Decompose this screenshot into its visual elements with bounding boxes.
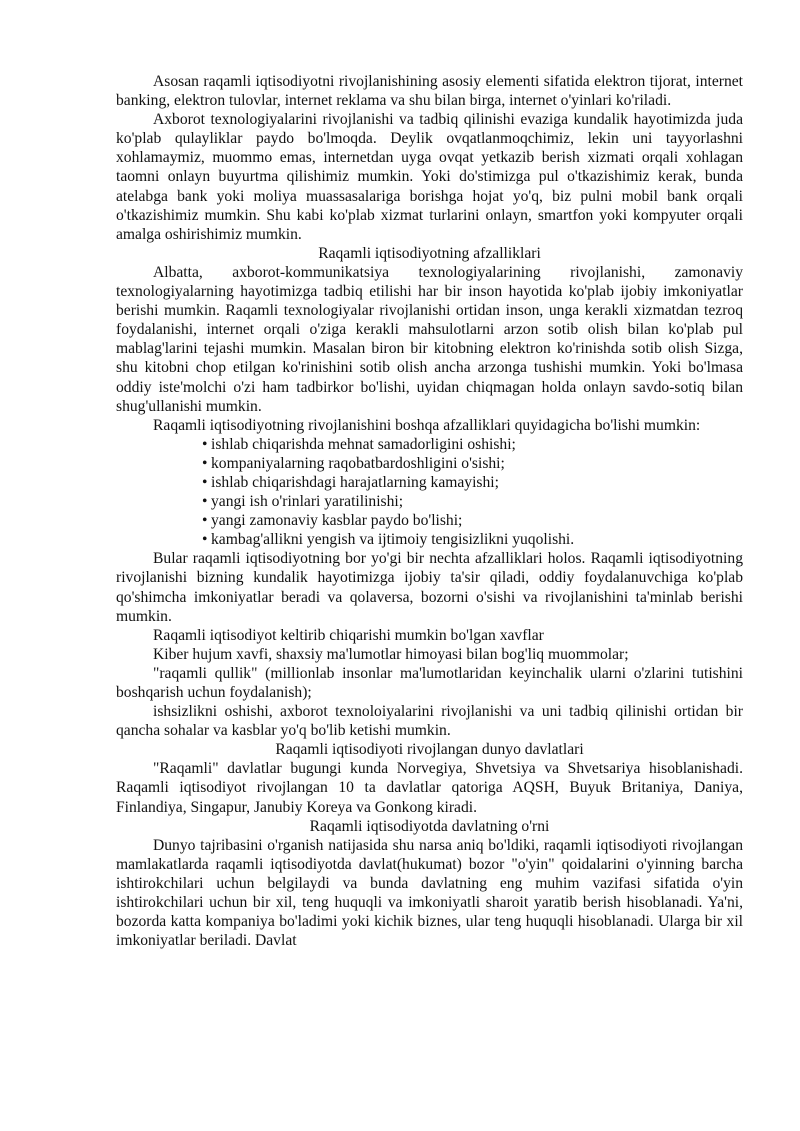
list-item-text: yangi ish o'rinlari yaratilinishi;: [211, 493, 404, 511]
list-item: [202, 454, 743, 473]
paragraph: Bular raqamli iqtisodiyotning bor yo'gi bir nechta afzalliklari holos. Raqamli iqtisodiyotning rivojlanishi bizning kundalik hayotimizga ijobiy ta'sir qiladi, oddiy foydalanuvchiga ko'plab qo'shimcha imkoniyatlar beradi va qolaversa, bozorni o'sishi va rivojlanishini ta'minlab berishi mumkin.: [116, 550, 743, 625]
list-item-text: yangi zamonaviy kasblar paydo bo'lishi;: [211, 512, 463, 530]
list-item: [202, 492, 743, 511]
section-heading: Raqamli iqtisodiyoti rivojlangan dunyo davlatlari: [275, 741, 584, 759]
paragraph: Asosan raqamli iqtisodiyotni rivojlanishining asosiy elementi sifatida elektron tijorat, internet banking, elektron tulovlar, internet reklama va shu bilan birga, internet o'yinlari ko'riladi.: [116, 73, 743, 110]
list-item-text: kambag'allikni yengish va ijtimoiy tengisizlikni yuqolishi.: [211, 531, 575, 549]
paragraph: Dunyo tajribasini o'rganish natijasida shu narsa aniq bo'ldiki, raqamli iqtisodiyoti rivojlangan mamlakatlarda raqamli iqtisodiyotda davlat(hukumat) bozor "o'yin" qoidalarini o'yinning barcha ishtirokchilari uchun belgilaydi va bunda davlatning eng muhim vazifasi sifatida o'yin ishtirokchilari uchun bir xil, teng huquqli va imkoniyatli sharoit yaratib berish hisoblanadi. Ya'ni, bozorda katta kompaniya bo'ladimi yoki kichik biznes, ular teng huquqli hisoblanadi. Ularga bir xil imkoniyatlar beriladi. Davlat: [116, 836, 743, 950]
paragraph: Raqamli iqtisodiyot keltirib chiqarishi mumkin bo'lgan xavflar: [153, 626, 544, 644]
paragraph: Raqamli iqtisodiyotning rivojlanishini boshqa afzalliklari quyidagicha bo'lishi mumkin:: [153, 416, 701, 434]
bullet-icon: •: [202, 493, 208, 511]
section-heading: Raqamli iqtisodiyotning afzalliklari: [318, 244, 541, 262]
paragraph: "Raqamli" davlatlar bugungi kunda Norvegiya, Shvetsiya va Shvetsariya hisoblanishadi. Raqamli iqtisodiyot rivojlangan 10 ta davlatlar qatoriga AQSH, Buyuk Britaniya, Daniya, Finlandiya, Singapur, Janubiy Koreya va Gonkong kiradi.: [116, 760, 743, 816]
paragraph: Kiber hujum xavfi, shaxsiy ma'lumotlar himoyasi bilan bog'liq muommolar;: [153, 645, 629, 663]
section-heading: Raqamli iqtisodiyotda davlatning o'rni: [309, 817, 550, 835]
list-item: [202, 473, 743, 492]
bullet-icon: •: [202, 512, 208, 530]
bullet-icon: •: [202, 454, 208, 472]
bullet-icon: •: [202, 435, 208, 453]
list-item: [202, 530, 743, 549]
list-item-text: kompaniyalarning raqobatbardoshligini o'sishi;: [211, 454, 505, 472]
bullet-icon: •: [202, 531, 208, 549]
list-item: [202, 511, 743, 530]
paragraph: ishsizlikni oshishi, axborot texnoloiyalarini rivojlanishi va uni tadbiq qilinishi ortidan bir qancha sohalar va kasblar yo'q bo'lib ketishi mumkin.: [116, 703, 743, 740]
list-item-text: ishlab chiqarishdagi harajatlarning kamayishi;: [211, 473, 499, 491]
paragraph: Albatta, axborot-kommunikatsiya texnologiyalarining rivojlanishi, zamonaviy texnologiyalarning hayotimizga tadbiq etilishi har bir inson hayotida ko'plab ijobiy imkoniyatlar berishi mumkin. Raqamli texnologiyalar rivojlanishi ortidan inson, unga kerakli xizmatdan tezroq foydalanishi, internet orqali o'ziga kerakli mahsulotlarni arzon sotib olish bilan ko'plab pul mablag'larini tejashi mumkin. Masalan biron bir kitobning elektron ko'rinishda sotib olish Sizga, shu kitobni chop etilgan ko'rinishini sotib olish ancha arzonga tushishi mumkin. Yoki bo'lmasa oddiy iste'molchi o'zi ham tadbirkor bo'lishi, uyidan chiqmagan holda onlayn savdo-sotiq bilan shug'ullanishi mumkin.: [116, 263, 743, 415]
paragraph: Axborot texnologiyalarini rivojlanishi va tadbiq qilinishi evaziga kundalik hayotimizda juda ko'plab qulayliklar paydo bo'lmoqda. Deylik ovqatlanmoqchimiz, lekin uni tayyorlashni xohlamaymiz, muommo emas, internetdan uyga ovqat yetkazib berish xizmati orqali xohlagan taomni onlayn buyurtma qilishimiz mumkin. Yoki do'stimizga pul o'tkazishimiz kerak, bunda atelabga bank yoki moliya muassasalariga borishga hojat yo'q, biz pulni mobil bank orqali o'tkazishimiz mumkin. Shu kabi ko'plab xizmat turlarini onlayn, smartfon yoki kompyuter orqali amalga oshirishimiz mumkin.: [116, 111, 743, 243]
list-item-text: ishlab chiqarishda mehnat samadorligini oshishi;: [211, 435, 516, 453]
list-item: [202, 435, 743, 454]
bullet-icon: •: [202, 473, 208, 491]
paragraph: "raqamli qullik" (millionlab insonlar ma'lumotlaridan keyinchalik ularni o'zlarini tutishini boshqarish uchun foydalanish);: [116, 664, 743, 701]
